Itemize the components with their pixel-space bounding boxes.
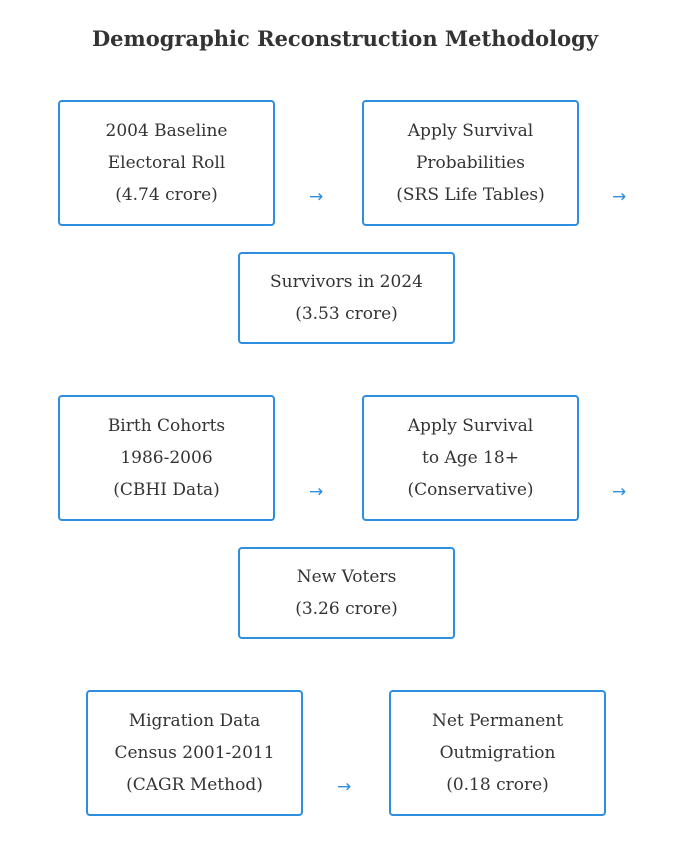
box-line: Survivors in 2024 xyxy=(270,272,423,292)
box-line: Electoral Roll xyxy=(107,153,226,173)
diagram-title: Demographic Reconstruction Methodology xyxy=(91,26,599,51)
box-line: (0.18 crore) xyxy=(446,775,549,795)
birth-cohorts-box xyxy=(58,395,275,521)
apply-survival-probabilities-box xyxy=(362,100,579,226)
box-line: to Age 18+ xyxy=(422,448,519,468)
box-line: 1986-2006 xyxy=(120,448,213,468)
box-line: 2004 Baseline xyxy=(105,121,228,141)
box-line: Probabilities xyxy=(415,153,526,173)
box-line: Migration Data xyxy=(128,711,261,731)
box-line: (SRS Life Tables) xyxy=(396,185,545,205)
box-line: (Conservative) xyxy=(407,480,534,500)
box-line: Outmigration xyxy=(439,743,556,763)
apply-survival-age-18-box xyxy=(362,395,579,521)
box-line: New Voters xyxy=(296,567,397,587)
flow-arrow-icon: → xyxy=(309,482,324,502)
flow-arrow-icon: → xyxy=(612,482,627,502)
net-permanent-outmigration-box xyxy=(389,690,606,816)
box-line: (3.26 crore) xyxy=(295,599,398,619)
box-line: (3.53 crore) xyxy=(295,304,398,324)
new-voters-box xyxy=(238,547,455,639)
baseline-electoral-roll-box xyxy=(58,100,275,226)
box-line: Apply Survival xyxy=(407,121,534,141)
flow-arrow-icon: → xyxy=(309,187,324,207)
box-line: Birth Cohorts xyxy=(107,416,226,436)
survivors-2024-box xyxy=(238,252,455,344)
box-line: (CBHI Data) xyxy=(113,480,220,500)
migration-data-box xyxy=(86,690,303,816)
box-line: (4.74 crore) xyxy=(115,185,218,205)
flow-arrow-icon: → xyxy=(612,187,627,207)
box-line: Census 2001-2011 xyxy=(114,743,275,763)
box-line: (CAGR Method) xyxy=(126,775,263,795)
box-line: Net Permanent xyxy=(431,711,564,731)
box-line: Apply Survival xyxy=(407,416,534,436)
flow-arrow-icon: → xyxy=(337,777,352,797)
